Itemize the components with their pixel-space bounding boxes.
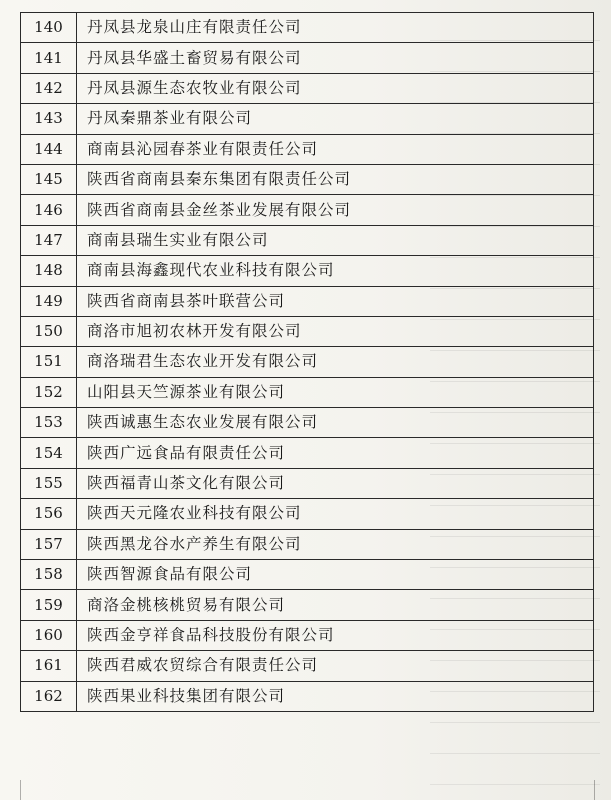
company-name: 商洛瑞君生态农业开发有限公司	[77, 347, 594, 377]
table-row	[21, 468, 594, 498]
company-name: 陕西广远食品有限责任公司	[77, 438, 594, 468]
company-name: 陕西黑龙谷水产养生有限公司	[77, 529, 594, 559]
table-row	[21, 286, 594, 316]
table-continuation-edge	[20, 780, 595, 800]
row-number: 160	[21, 620, 77, 650]
row-number: 144	[21, 134, 77, 164]
table-row	[21, 134, 594, 164]
row-number: 150	[21, 316, 77, 346]
company-name: 商洛市旭初农林开发有限公司	[77, 316, 594, 346]
company-name: 陕西君威农贸综合有限责任公司	[77, 651, 594, 681]
row-number: 156	[21, 499, 77, 529]
company-name: 陕西省商南县茶叶联营公司	[77, 286, 594, 316]
row-number: 148	[21, 256, 77, 286]
row-number: 141	[21, 43, 77, 73]
row-number: 149	[21, 286, 77, 316]
company-name: 陕西金亨祥食品科技股份有限公司	[77, 620, 594, 650]
company-name: 陕西果业科技集团有限公司	[77, 681, 594, 711]
company-name: 商洛金桃核桃贸易有限公司	[77, 590, 594, 620]
row-number: 143	[21, 104, 77, 134]
table-row	[21, 620, 594, 650]
row-number: 154	[21, 438, 77, 468]
row-number: 146	[21, 195, 77, 225]
row-number: 161	[21, 651, 77, 681]
row-number: 153	[21, 408, 77, 438]
table-row	[21, 651, 594, 681]
company-name: 陕西智源食品有限公司	[77, 560, 594, 590]
company-list-table	[20, 12, 594, 712]
company-name: 丹凤秦鼎茶业有限公司	[77, 104, 594, 134]
row-number: 159	[21, 590, 77, 620]
row-number: 158	[21, 560, 77, 590]
company-name: 陕西省商南县秦东集团有限责任公司	[77, 164, 594, 194]
row-number: 147	[21, 225, 77, 255]
table-row	[21, 529, 594, 559]
company-name: 商南县海鑫现代农业科技有限公司	[77, 256, 594, 286]
table-row	[21, 560, 594, 590]
table-row	[21, 256, 594, 286]
table-row	[21, 590, 594, 620]
row-number: 145	[21, 164, 77, 194]
row-number: 152	[21, 377, 77, 407]
row-number: 140	[21, 13, 77, 43]
row-number: 155	[21, 468, 77, 498]
row-number: 142	[21, 73, 77, 103]
table-row	[21, 13, 594, 43]
table-row	[21, 408, 594, 438]
company-name: 陕西诚惠生态农业发展有限公司	[77, 408, 594, 438]
table-row	[21, 438, 594, 468]
table-row	[21, 316, 594, 346]
table-row	[21, 195, 594, 225]
company-name: 丹凤县华盛土畜贸易有限公司	[77, 43, 594, 73]
company-name: 陕西省商南县金丝茶业发展有限公司	[77, 195, 594, 225]
row-number: 151	[21, 347, 77, 377]
table-row	[21, 164, 594, 194]
table-row	[21, 377, 594, 407]
company-name: 山阳县天竺源茶业有限公司	[77, 377, 594, 407]
table-row	[21, 104, 594, 134]
company-name: 商南县沁园春茶业有限责任公司	[77, 134, 594, 164]
company-name: 陕西天元隆农业科技有限公司	[77, 499, 594, 529]
table-row	[21, 43, 594, 73]
company-list-body	[21, 13, 594, 712]
row-number: 162	[21, 681, 77, 711]
row-number: 157	[21, 529, 77, 559]
company-name: 丹凤县龙泉山庄有限责任公司	[77, 13, 594, 43]
table-row	[21, 225, 594, 255]
table-row	[21, 73, 594, 103]
table-row	[21, 681, 594, 711]
company-name: 商南县瑞生实业有限公司	[77, 225, 594, 255]
company-name: 陕西福青山茶文化有限公司	[77, 468, 594, 498]
company-name: 丹凤县源生态农牧业有限公司	[77, 73, 594, 103]
table-row	[21, 499, 594, 529]
table-row	[21, 347, 594, 377]
